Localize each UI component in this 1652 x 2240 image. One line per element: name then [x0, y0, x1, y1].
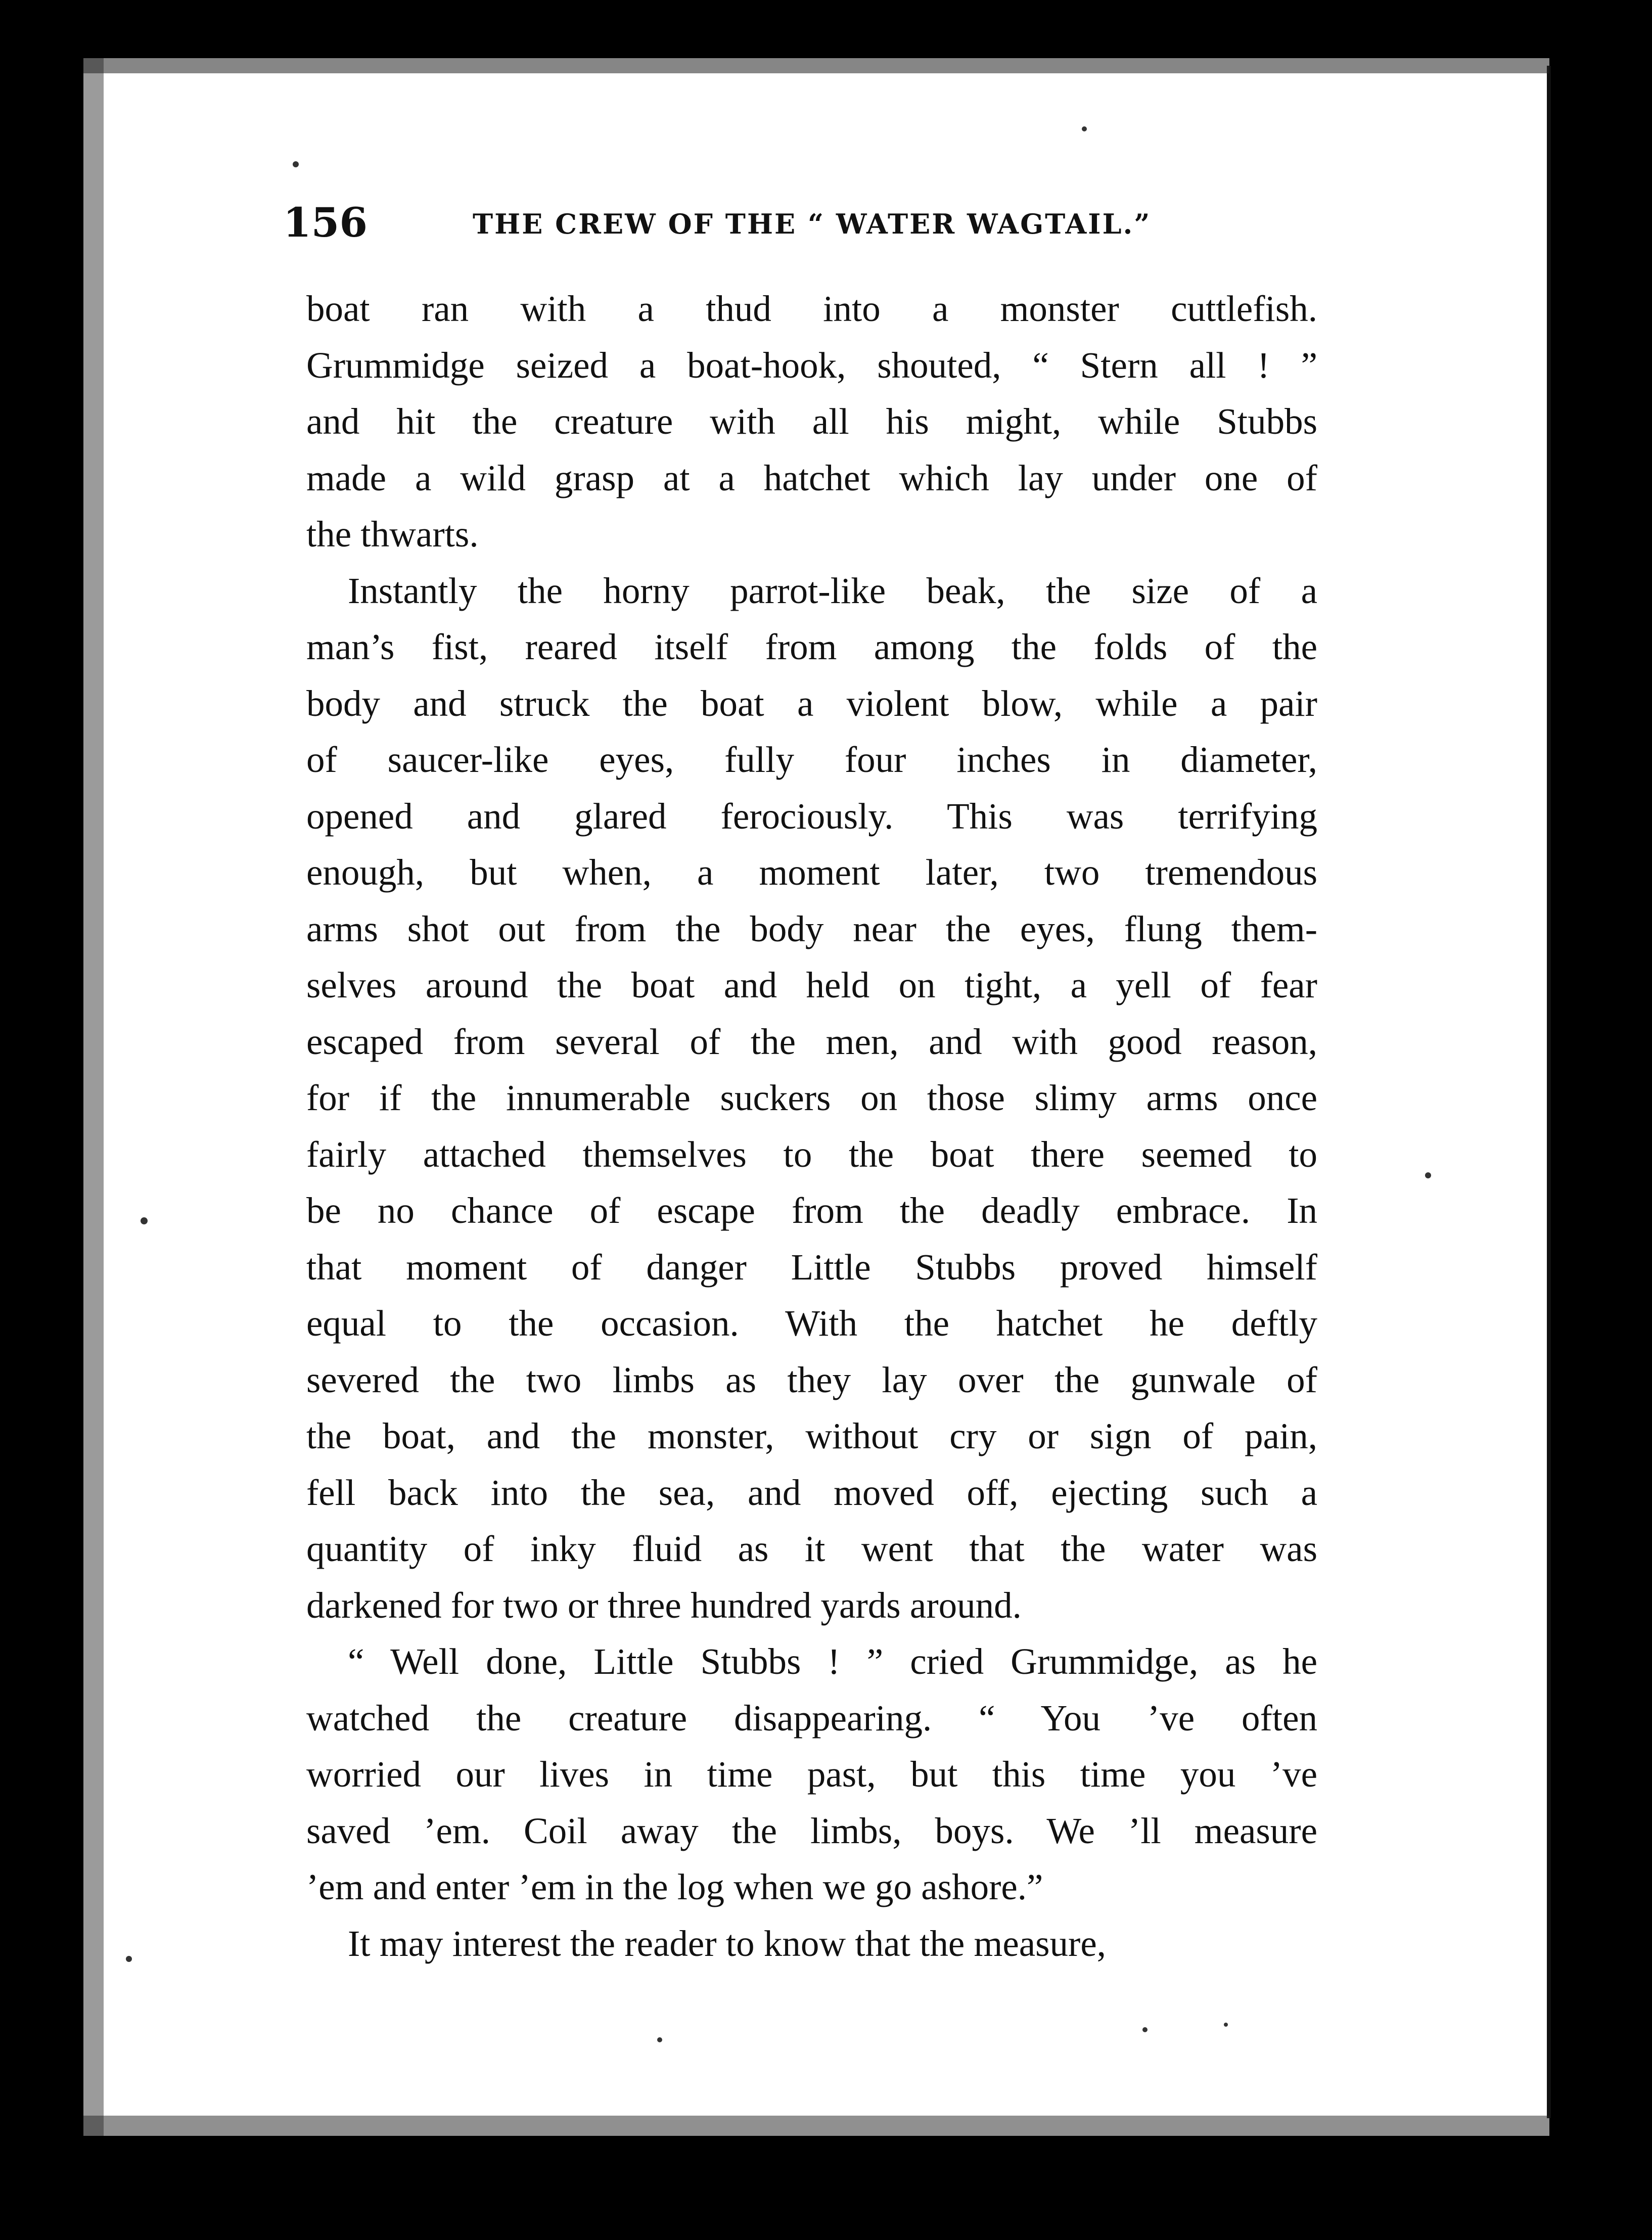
text-line: be no chance of escape from the deadly embrace. In — [306, 1190, 1317, 1231]
speck — [1082, 126, 1087, 131]
text-line: fell back into the sea, and moved off, ejecting such a — [306, 1472, 1317, 1513]
paragraph — [306, 563, 1317, 1634]
text-line: made a wild grasp at a hatchet which lay under one of — [306, 457, 1317, 498]
text-line: the thwarts. — [306, 514, 479, 555]
text-line: enough, but when, a moment later, two tremendous — [306, 852, 1317, 893]
speck — [293, 161, 299, 167]
text-line: ’em and enter ’em in the log when we go ashore.” — [306, 1866, 1043, 1907]
text-line: that moment of danger Little Stubbs proved himself — [306, 1246, 1317, 1288]
text-line: equal to the occasion. With the hatchet he deftly — [306, 1303, 1317, 1344]
text-line: Grummidge seized a boat-hook, shouted, “ Stern all ! ” — [306, 344, 1317, 386]
text-line: worried our lives in time past, but this time you ’ve — [306, 1754, 1317, 1795]
text-line: for if the innumerable suckers on those slimy arms once — [306, 1077, 1317, 1118]
text-line: darkened for two or three hundred yards around. — [306, 1584, 1022, 1626]
speck — [1425, 1172, 1431, 1178]
paragraph — [306, 1633, 1317, 1915]
text-line: It may interest the reader to know that the measure, — [348, 1923, 1106, 1964]
text-line: opened and glared ferociously. This was terrifying — [306, 795, 1317, 837]
page-header — [283, 195, 1335, 255]
text-line: selves around the boat and held on tight, a yell of fear — [306, 965, 1317, 1005]
text-line: escaped from several of the men, and with good reason, — [306, 1021, 1317, 1062]
top-edge-noise — [83, 58, 1549, 73]
speck — [1224, 2023, 1228, 2027]
text-line: the boat, and the monster, without cry or sign of pain, — [306, 1415, 1317, 1456]
text-line: Instantly the horny parrot-like beak, the size of a — [348, 570, 1317, 611]
speck — [657, 2037, 662, 2042]
paragraph — [306, 281, 1317, 563]
text-line: body and struck the boat a violent blow, while a pair — [306, 682, 1317, 724]
paragraph — [306, 1915, 1317, 1972]
speck — [126, 1956, 132, 1962]
text-line: fairly attached themselves to the boat there seemed to — [306, 1133, 1317, 1175]
speck — [141, 1217, 148, 1224]
running-title: THE CREW OF THE “ WATER WAGTAIL.” — [473, 208, 1152, 240]
speck — [1142, 2027, 1148, 2032]
page-number: 156 — [283, 199, 368, 246]
text-line: arms shot out from the body near the eyes, flung them- — [306, 908, 1317, 949]
text-line: of saucer-like eyes, fully four inches in diameter, — [306, 739, 1317, 780]
text-line: “ Well done, Little Stubbs ! ” cried Grummidge, as he — [348, 1641, 1317, 1682]
text-line: severed the two limbs as they lay over the gunwale of — [306, 1359, 1317, 1400]
bottom-edge-noise — [83, 2116, 1549, 2136]
text-line: saved ’em. Coil away the limbs, boys. We ’ll measure — [306, 1810, 1317, 1851]
text-line: man’s fist, reared itself from among the folds of the — [306, 626, 1317, 667]
text-line: and hit the creature with all his might, while Stubbs — [306, 401, 1317, 442]
body-text — [306, 281, 1317, 1972]
left-edge-noise — [83, 58, 104, 2136]
text-line: watched the creature disappearing. “ You ’ve often — [306, 1697, 1317, 1739]
text-line: boat ran with a thud into a monster cuttlefish. — [306, 288, 1317, 329]
text-line: quantity of inky fluid as it went that the water was — [306, 1528, 1317, 1569]
